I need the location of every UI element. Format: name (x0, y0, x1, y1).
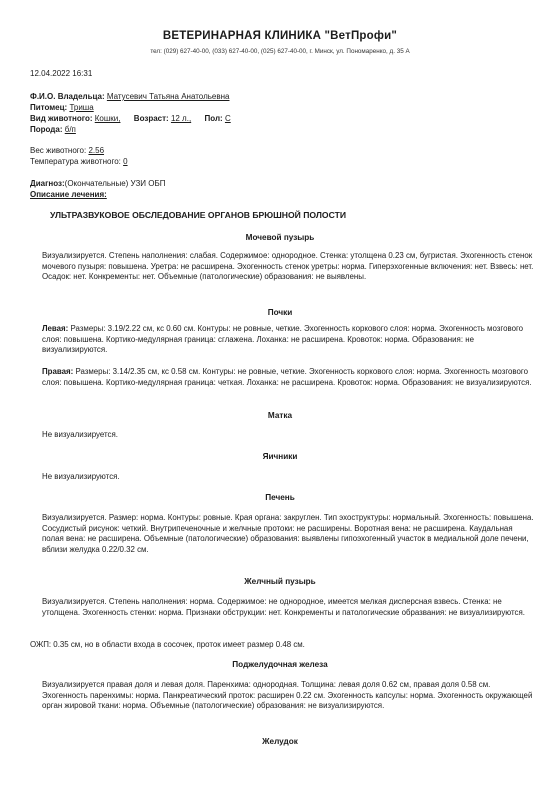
sex-value: С (224, 114, 231, 123)
breed-line (30, 125, 76, 135)
clinic-contacts: тел: (029) 627-40-00, (033) 627-40-00, (025) 627-40-00, г. Минск, ул. Пономаренко, д. 35 А (150, 48, 410, 55)
temperature-value: 0 (123, 157, 128, 166)
kidney-left-paragraph (30, 324, 535, 356)
owner-value: Матусевич Татьяна Анатольевна (106, 92, 230, 101)
breed-value: б/п (64, 125, 76, 134)
liver-paragraph: Визуализируется. Размер: норма. Контуры: ровные. Края органа: закруглен. Тип эхоструктуры: нормальный. Эхогенность: повышена. Сосудистый рисунок: четкий. Внутрипеченочные и желчные протоки: не расширены. Воротная вена: не расширена. Каудальная полая вена: не расширена. Объемные (патологические) образования: выявлены гипоэхогенный участок в медиальной доле печени, вблизи желудка 0.22/0.32 см. (42, 513, 534, 554)
ovaries-paragraph: Не визуализируются. (42, 472, 120, 481)
ovaries-title: Яичники (262, 452, 298, 461)
gallbladder-text (30, 597, 535, 618)
species-line (30, 114, 231, 124)
breed-label: Порода: (30, 125, 63, 134)
weight-label: Вес животного: (30, 146, 87, 155)
treatment-label: Описание лечения: (30, 190, 107, 199)
diagnosis-value: (Окончательные) УЗИ ОБП (64, 179, 166, 188)
weight-value: 2.56 (88, 146, 105, 155)
weight-line (30, 146, 104, 156)
kidney-right-text (30, 367, 535, 388)
temperature-label: Температура животного: (30, 157, 121, 166)
temperature-line (30, 157, 128, 167)
owner-label: Ф.И.О. Владельца: (30, 92, 105, 101)
gallbladder-title: Желчный пузырь (244, 577, 316, 586)
species-value: Кошки, (94, 114, 121, 123)
uterus-title: Матка (267, 411, 293, 420)
clinic-title: ВЕТЕРИНАРНАЯ КЛИНИКА "ВетПрофи" (162, 30, 398, 42)
liver-title: Печень (265, 493, 295, 502)
age-label: Возраст: (133, 114, 169, 123)
diagnosis-label: Диагноз: (30, 179, 65, 188)
gallbladder-paragraph: Визуализируется. Степень наполнения: норма. Содержимое: не однородное, имеется мелкая дисперсная взвесь. Стенка: не утолщена. Эхогенность стенки: норма. Признаки обструкции: нет. Конкременты и патологические образвания: не визуализируются. (42, 597, 525, 617)
kidneys-title: Почки (267, 308, 293, 317)
gallbladder-note-paragraph: ОЖП: 0.35 см, но в области входа в сосочек, проток имеет размер 0.48 см. (30, 640, 305, 649)
bladder-paragraph: Визуализируется. Степень наполнения: слабая. Содержимое: однородное. Стенка: утолщена 0.23 см, бугристая. Эхогенность стенок мочевого пузыря: повышена. Уретра: не расширена. Эхогенность стенок уретры: норма. Гиперэхогенные включения: нет. Взвесь: нет. Осадок: нет. Конкременты: нет. Объемные (патологические) образования: не выявлены. (42, 251, 534, 281)
kidney-right-paragraph (30, 367, 535, 388)
pancreas-paragraph: Визуализируется правая доля и левая доля. Паренхима: однородная. Толщина: левая доля 0.62 см, правая доля 0.58 см. Эхогенность паренхимы: норма. Панкреатический проток: расширен 0.22 см. Эхогенность капсулы: норма. Эхогенность окружающей орган жировой ткани: норма. Объемные (патологические) образования: не визуализируются. (42, 680, 533, 710)
kidney-left-desc: Размеры: 3.19/2.22 см, кс 0.60 см. Контуры: не ровные, четкие. Эхогенность коркового слоя: норма. Эхогенность мозгового слоя: повышена. Кортико-медулярная граница: сглажена. Лоханка: не расширена. Кровоток: норма. Образования: не визуализируются. (42, 324, 524, 354)
liver-text (30, 513, 535, 555)
pet-label: Питомец: (30, 103, 68, 112)
owner-line (30, 92, 229, 102)
uterus-paragraph: Не визуализируется. (42, 430, 118, 439)
kidney-right-desc: Размеры: 3.14/2.35 см, кс 0.58 см. Контуры: не ровные, четкие. Эхогенность коркового слоя: норма. Эхогенность мозгового слоя: повышена. Кортико-медулярная граница: четкая. Лоханка: не расширена. Кровоток: норма. Образования: не визуализируются. (42, 367, 532, 387)
gallbladder-note (30, 640, 535, 651)
study-title: УЛЬТРАЗВУКОВОЕ ОБСЛЕДОВАНИЕ ОРГАНОВ БРЮШНОЙ ПОЛОСТИ (50, 210, 346, 220)
uterus-text (30, 430, 535, 441)
sex-label: Пол: (204, 114, 223, 123)
ovaries-text (30, 472, 535, 483)
bladder-title: Мочевой пузырь (245, 233, 315, 242)
age-value: 12 л., (170, 114, 192, 123)
pet-line (30, 103, 94, 113)
bladder-text (30, 251, 535, 283)
kidney-right-label: Правая: (42, 367, 74, 376)
pancreas-text (30, 680, 535, 712)
species-label: Вид животного: (30, 114, 93, 123)
stomach-title: Желудок (262, 737, 298, 746)
pancreas-title: Поджелудочная железа (232, 660, 328, 669)
visit-date: 12.04.2022 16:31 (30, 69, 93, 78)
pet-value: Триша (69, 103, 94, 112)
kidney-left-label: Левая: (42, 324, 69, 333)
kidney-left-text (30, 324, 535, 356)
diagnosis-line (30, 179, 165, 189)
